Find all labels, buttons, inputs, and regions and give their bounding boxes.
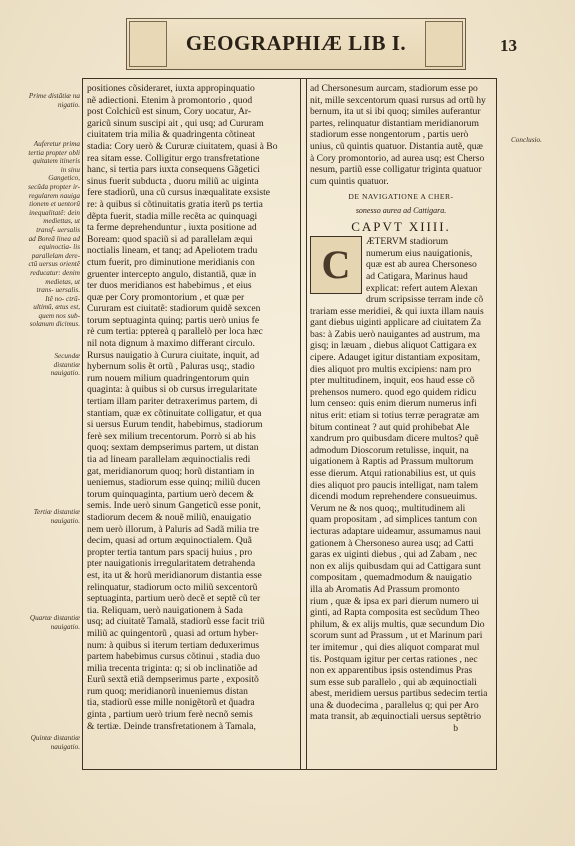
margin-note-1: Prime distātiæ na nigatio. xyxy=(28,92,80,109)
section-title: DE NAVIGATIONE A CHER- xyxy=(348,192,454,202)
column-rule xyxy=(306,79,307,769)
right-column xyxy=(310,83,492,735)
header-ornament-band xyxy=(126,18,466,70)
chapter-body xyxy=(310,236,492,723)
left-column xyxy=(87,83,297,732)
section-subtitle: sonesso aurea ad Cattigara. xyxy=(355,205,447,215)
initial-letter: C xyxy=(321,242,351,288)
left-column-text: positiones cõsideraret, iuxta appropinquatio nẽ adiectioni. Etenim à promontorio , quod post Colchicũ est sinum, Cory uocatur, Ar- garicũ sinum suscipi ait , qui usq; ad Cururam ciuitatem tria milia & quadringenta cõtineat stadia: Cory uerò & Cururæ ciuitatem, quasi à Bo rea sitam esse. Colligitur ergo transfretatione hanc, si tertia pars iuxta consequens Gãgetici sinus fuerit subducta , duoru miliũ ac uiginta fere stadiorũ, una cũ cursus inæqualitate exsiste re: à quibus si cõtinuitatis gratia iterũ ps tertia dẽpta fuerit, stadia mille recẽta ac quinquagi ta ferme deprehenduntur , iuxta positione ad Boream: quod spaciũ si ad parallelam æqui noctialis lineam, et tanq; ad Apeliotem tradu ctum fuerit, pro diminutione meridianis con gruenter intercepto angulo, distantiã, quæ in ter duos meridianos est habebimus , et eius quæ per Cory promontorium , et quæ per Cururam est ciuitatẽ: stadiorum quidẽ sexcen torum septuaginta quinq; partis uerò unius fe rè cum tertia: pptereà q parallelò per loca hæc nil nota dignum à maximo differant circulo. Rursus nauigatio à Curura ciuitate, inquit, ad hybernum solis ẽt ortũ , Paluras usq;, stadio rum nouem milium quadringentorum quin quaginta: à quibus si ob cursus irregularitate tertiam illam pariter detraxerimus partem, di stantiam, quæ ex cõtinuitate colligatur, et qua si uersus Eurum tendit, habebimus, stadiorum ferè sex milium trecentorum. Porrò si ab his quoq; sextam dempserimus partem, ut distan tia ad lineam parallelam æquinoctialis redi gat, meridianorum quoq; horũ distantiam in ueniemus, stadiorum esse quinq; miliũ ducen torum quinquaginta, partium uerò decem & semis. Inde uerò sinum Gangeticũ esse ponit, stadiorum decem & nouẽ miliũ, enauigatio nem uerò illorum, à Paluris ad Sadã milia tre decim, quasi ad ortum æquinoctialem. Quã propter tertia tantum pars spacij huius , pro pter nauigationis irregularitatem detrahenda est, ita ut & horũ meridianorum distantia esse relinquatur, stadiorum octo miliũ sexcentorũ septuaginta, partium uerò decẽ et septẽ cũ ter tia. Reliquam, uerò nauigationem à Sada usq; ad ciuitatẽ Tamalã, stadiorũ esse facit triũ miliũ ac quingentorũ , quasi ad ortum hyber- num: à quibus si iterum tertiam deduxerimus partem habebimus cursus cõtinui , stadia duo milia trecenta triginta: q; si ob inclinatiõe ad Eurũ sextã etiã dempserimus parte , expositõ rum quoq; meridianorũ inueniemus distan tia, stadiorũ esse mille nonigẽtorũ et q̃uadra ginta , partium uerò trium ferè necnõ semis & tertiæ. Deinde transfretationem à Tamala, xyxy=(87,83,278,732)
margin-note-6: Quintæ distantiæ nauigatio. xyxy=(30,734,80,751)
chapter-heading: CAPVT XIIII. xyxy=(351,218,451,234)
text-frame xyxy=(82,78,497,770)
decorated-initial xyxy=(310,236,362,294)
margin-note-4: Tertiæ distantiæ nauigatio. xyxy=(33,508,80,525)
page-number: 13 xyxy=(500,36,517,55)
margin-note-5: Quartæ distantiæ nauigatio. xyxy=(29,614,80,631)
right-column-intro-text: ad Chersonesum aurcam, stadiorum esse po nit, mille sexcentorum quasi rursus ad ortũ hy bernum, ita ut si ibi quoq; similes auferantur partes, relinquatur distantiam meridianorum stadiorum esse nongentorum , partis uerò unius, cũ quintis quatuor. Distantia autẽ, quæ à Cory promontorio, ad aurea usq; est Cherso nesum, partiũ esse colligatur triginta quatuor cum quintis quatuor. xyxy=(310,83,486,187)
running-title: GEOGRAPHIÆ LIB I. xyxy=(185,31,407,55)
margin-note-3: Secundæ distantiæ nauigatio. xyxy=(50,352,80,378)
chapter-text: ÆTERVM stadiorum numerum eius nauigationis, quæ est ab aurea Chersoneso ad Catigara, Marinus haud explicat: refert autem Alexan drum scripsisse terram inde cõ trariam esse meridiei, & qui iuxta illam nauis gant diebus uiginti applicare ad ciuitatem Za bas: à Zabis uerò nauigantes ad austrum, ma gisq; in læuam , diebus aliquot Cattigara ex cipere. Adauget igitur distantiam expositam, dies aliquot pro multis excipiens: nam pro pter multitudinem, inquit, eos haud esse cõ prehensos numero. quod ego quidem ridicu lum censeo: quis enim dierum numerus infi nitus erit: etiam si totius terræ peragratæ am bitum contineat ? aut quid prohibebat Ale xandrum pro quibusdam dicere multos? quẽ admodum Dioscorum retulisse, inquit, na uigationem à Raptis ad Prassum multorum esse dierum. Atqui rationabilius est, ut quis dies aliquot pro paucis intelligat, nam talem dicendi modum reprehendere consueuimus. Verum ne & nos quoq;, multitudinem ali quam propositam , ad simplices tantum con iecturas adaptare uideamur, assumamus naui gationem à Chersoneso aurea usq; ad Catti garas ex uiginti diebus , qui ad Zabam , nec non ex alijs quibusdam qui ad Cattigara sunt compositam , quemadmodum & nauigatio illa ab Aromatis Ad Prassum promonto rium , quæ & ipsa ex pari dierum numero ui ginti, ad Rapta composita est secũdum Theo philum, & ex alijs multis, quæ secundum Dio scorum sunt ad Prassum , ut et Marinum pari ter imitemur , qui dies aliquot comparat mul tis. Postquam igitur per certas rationes , nec non ex apparentibus ipsis ostendimus Pras sum esse sub parallelo , qui ab æquinoctiali abest, meridiem uersus partibus sedecim tertia una & duodecima , parallelus q; qui per Aro mata transit, ab æquinoctiali uersus septẽtrio xyxy=(310,236,488,723)
column-rule xyxy=(300,79,301,769)
left-putto-ornament xyxy=(129,21,167,67)
signature-mark: b xyxy=(453,723,458,735)
margin-note-2: Auferetur prima tertia propter obli quitatem itineris in sinu Gangetico, secũda propter ir- regularem nauiga tionem et uentorũ inequalitatẽ: dein mediettas, ut transf- uersalis ad Boreã linea ad equinoctia- lis parallelam dere- ctũ uersus orientẽ reducatur: denim medietas, ut trans- uersalis. Itẽ no- ctrũ-ultimũ, ætus est, quem nos sub- solanum dicimus. xyxy=(28,140,80,329)
margin-note-conclusio: Conclusio. xyxy=(511,136,542,144)
right-putto-ornament xyxy=(425,21,463,67)
